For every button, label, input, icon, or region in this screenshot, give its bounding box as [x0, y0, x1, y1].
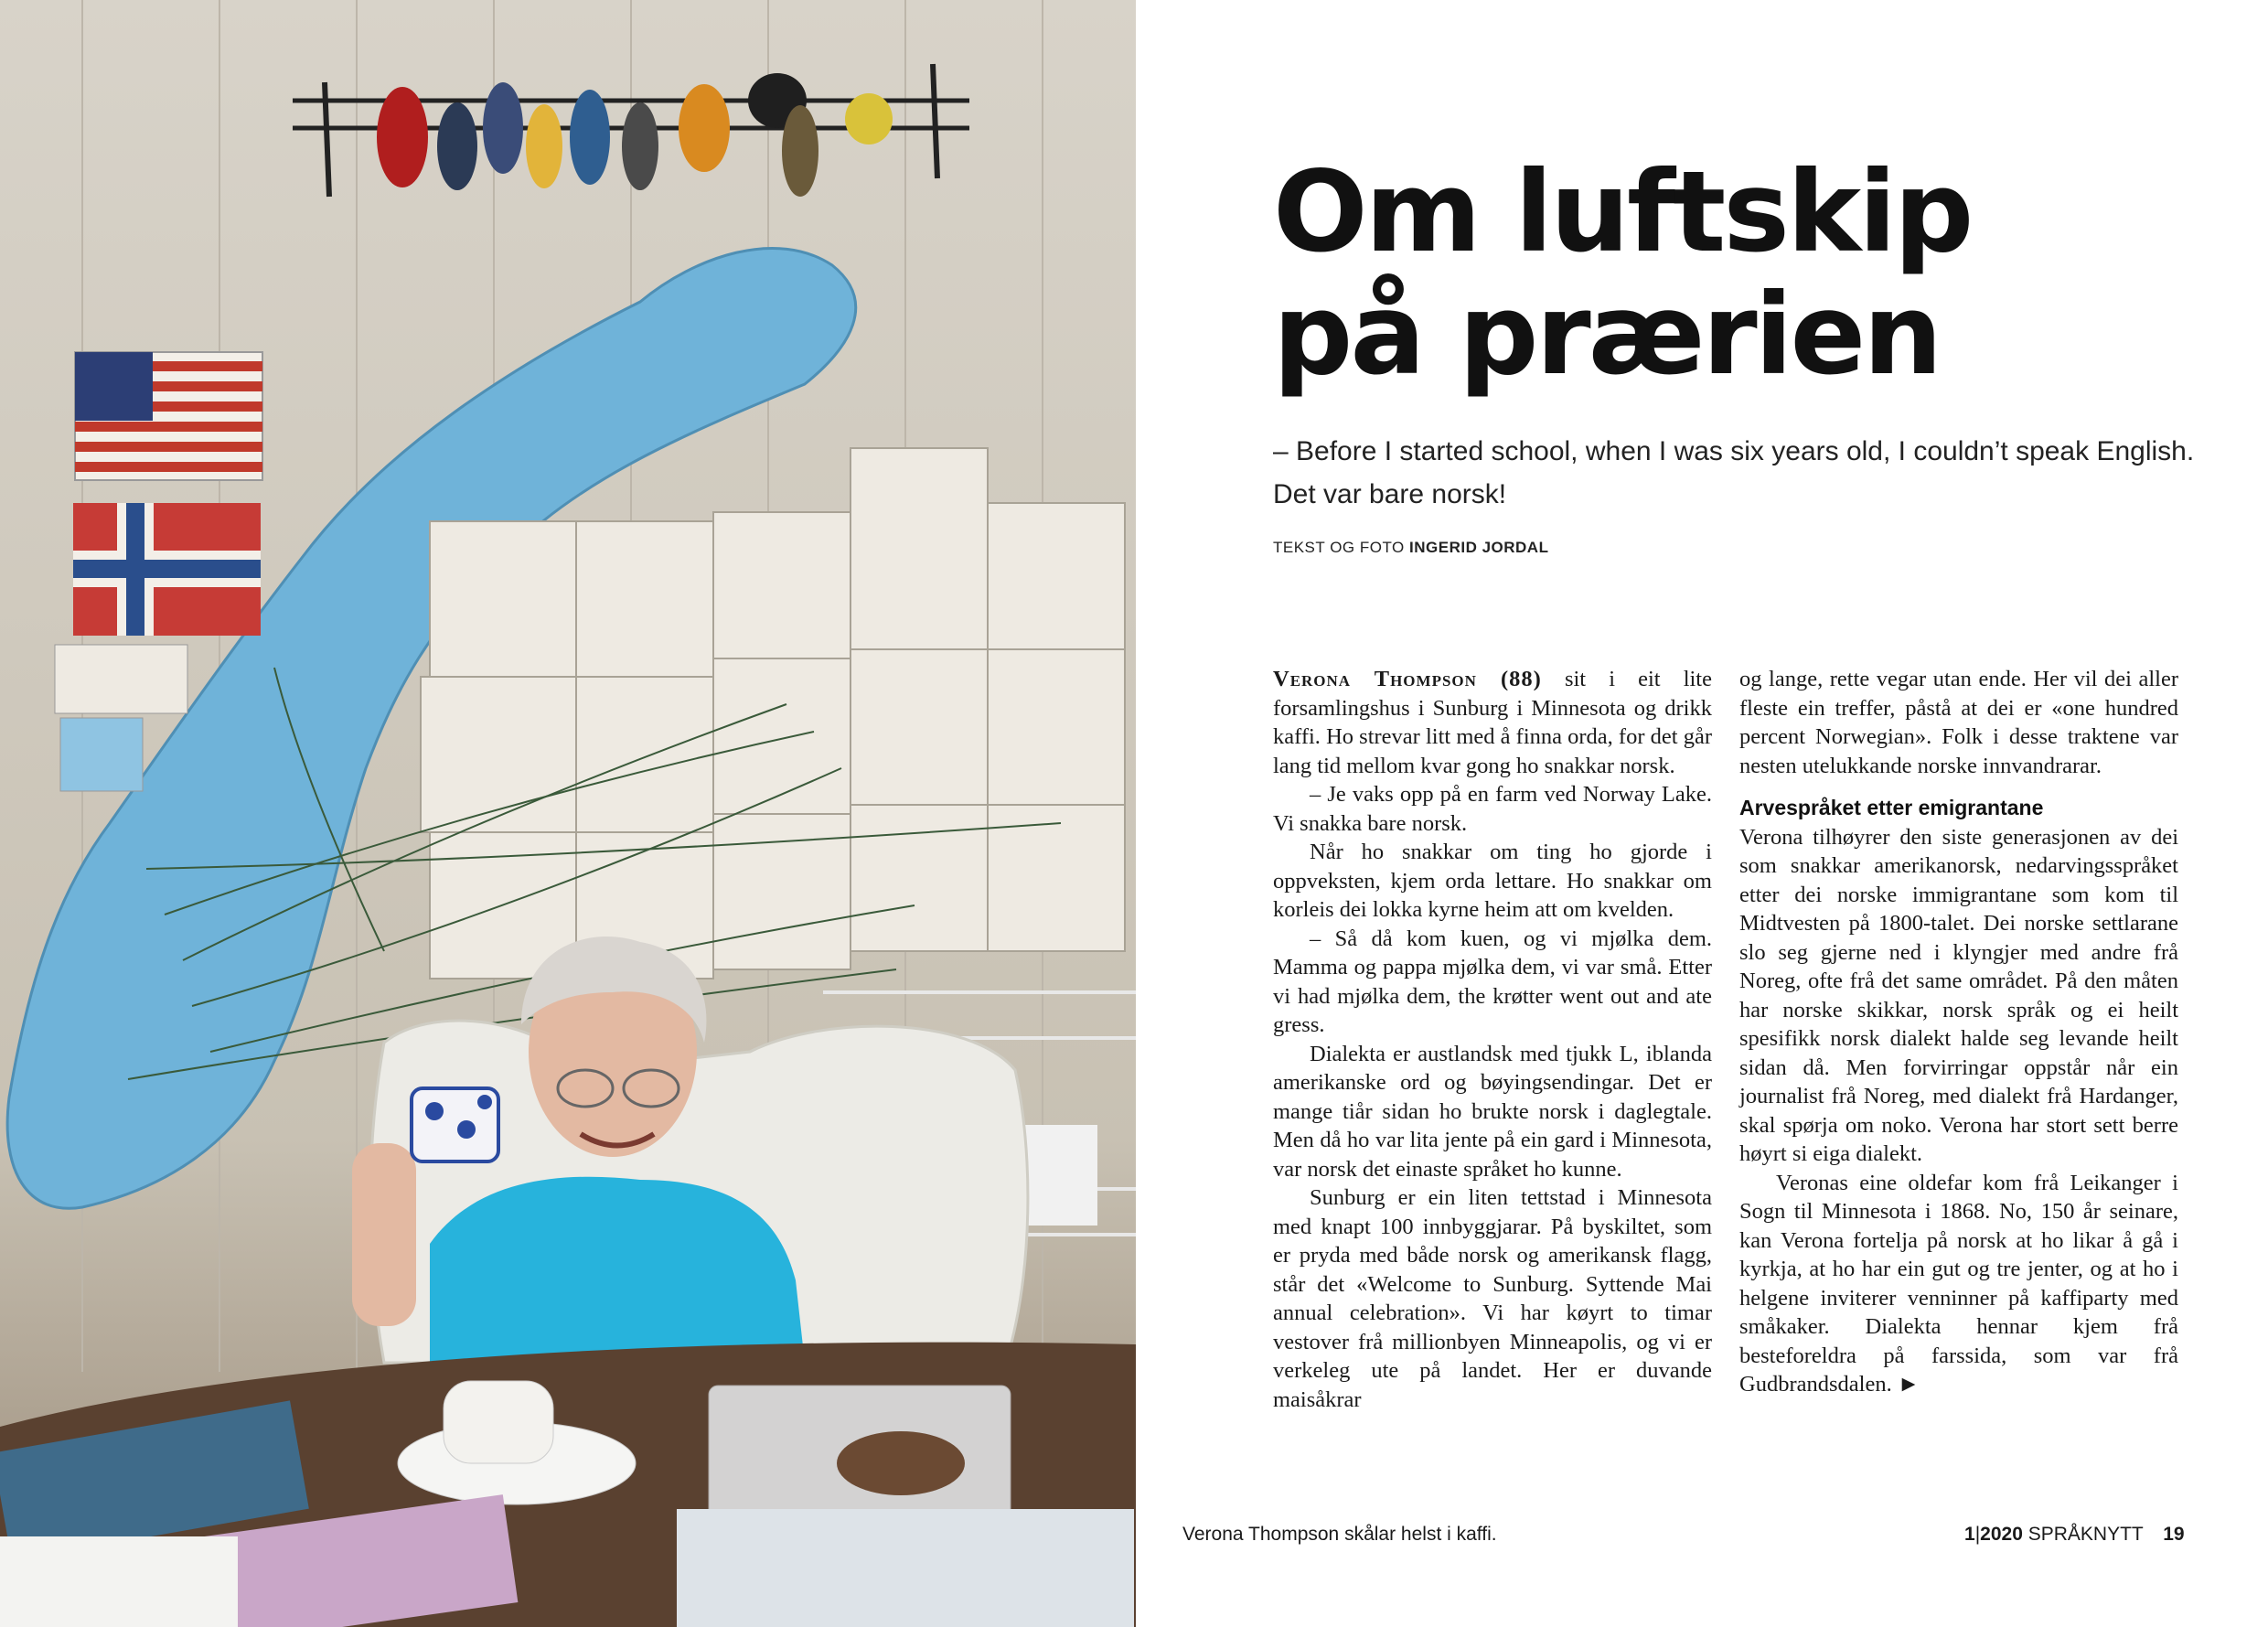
paragraph: og lange, rette vegar utan ende. Her vil dei aller fleste ein treffer, påstå at dei er «one hundred percent Norwegian». Folk i desse traktene var nesten utelukkande norske innvandrarar. — [1739, 667, 2178, 778]
paragraph: – Så då kom kuen, og vi mjølka dem. Mamma og pappa mjølka dem, vi var små. Etter vi had mjølka dem, the krøtter went out and ate gress. — [1273, 926, 1712, 1037]
paragraph: Når ho snakkar om ting ho gjorde i oppveksten, kjem orda lettare. Ho snakkar om korleis dei lokka kyrne heim att om kvelden. — [1273, 840, 1712, 922]
footer-magazine: SPRÅKNYTT — [2027, 1524, 2144, 1545]
title-line-1: Om luftskip — [1273, 147, 1972, 277]
article-column-2 — [1739, 665, 2178, 1399]
byline — [1273, 539, 1548, 557]
article-title — [1273, 147, 1972, 400]
norwegian-flag — [73, 503, 261, 636]
byline-label: TEKST OG FOTO — [1273, 539, 1405, 556]
paragraph-lead-in: Verona Thompson (88) — [1273, 667, 1542, 691]
small-note — [55, 645, 187, 713]
paragraph: Dialekta er austlandsk med tjukk L, iblanda amerikanske ord og bøyingsendingar. Det er mange tiår sidan ho brukte norsk i daglegtale. Men då ho var lita jente på ein gard i Minnesota, var norsk det einaste språket ho kunne. — [1273, 1041, 1712, 1182]
paragraph: – Je vaks opp på en farm ved Norway Lake. Vi snakka bare norsk. — [1273, 782, 1712, 836]
paragraph — [1273, 665, 1712, 780]
article-lead: – Before I started school, when I was six years old, I couldn’t speak English. Det var bare norsk! — [1273, 436, 2195, 509]
us-flag — [75, 352, 262, 480]
section-heading: Arvespråket etter emigrantane — [1739, 796, 2044, 819]
page-number: 19 — [2163, 1524, 2185, 1545]
footer-issue: 1 — [1964, 1524, 1975, 1545]
footer-year: 2020 — [1980, 1524, 2023, 1545]
paragraph: Verona tilhøyrer den siste generasjonen av dei som snakkar amerikanorsk, nedarvingsspråket etter dei norske immigrantane som kom til Midtvesten på 1800-talet. Dei norske settlarane slo seg gjerne ned i klyngjer med andre frå Noreg, ofte frå det same området. På den måten har norske skikkar, norsk språk og ei heilt spesifikk norsk dialekt halde seg levande heilt sidan då. Men forvirringar oppstår når ein journalist frå Noreg, med dialekt frå Hardanger, skal spørja om noko. Verona har stort sett berre høyrt si eiga dialekt. — [1739, 824, 2178, 1166]
small-map — [60, 718, 143, 791]
title-line-2: på prærien — [1273, 270, 1941, 400]
article-column-1 — [1273, 665, 1712, 1414]
byline-author: INGERID JORDAL — [1409, 539, 1549, 556]
paragraph-text: sit i eit lite forsamlingshus i Sunburg i Minnesota og drikk kaffi. Ho strevar litt med å finna orda, for det går lang tid mellom kvar gong ho snakkar norsk. — [1273, 667, 1712, 778]
page-footer — [1964, 1524, 2185, 1546]
photo-caption: Verona Thompson skålar helst i kaffi. — [1182, 1524, 1497, 1545]
paragraph: Sunburg er ein liten tettstad i Minnesota med knapt 100 innbyggjarar. På byskiltet, som er pryda med både norsk og amerikansk flagg, står det «Welcome to Sunburg. Syttende Mai annual celebration». Vi har køyrt to timar vestover frå millionbyen Minneapolis, og vi er verkeleg ute på landet. Her er duvande maisåkrar — [1273, 1185, 1712, 1412]
county-maps — [421, 448, 1125, 979]
paragraph: Veronas eine oldefar kom frå Leikanger i Sogn til Minnesota i 1868. No, 150 år seinare, kan Verona fortelja på norsk at ho likar å gå i kyrkja, at ho har ein gut og tre jenter, og at ho i helgene inviterer venninner på kaffiparty med småkaker. Dialekta hennar kjem frå besteforeldra på farssida, som var frå Gudbrandsdalen. ► — [1739, 1170, 2178, 1397]
footer-separator: | — [1974, 1524, 1981, 1545]
